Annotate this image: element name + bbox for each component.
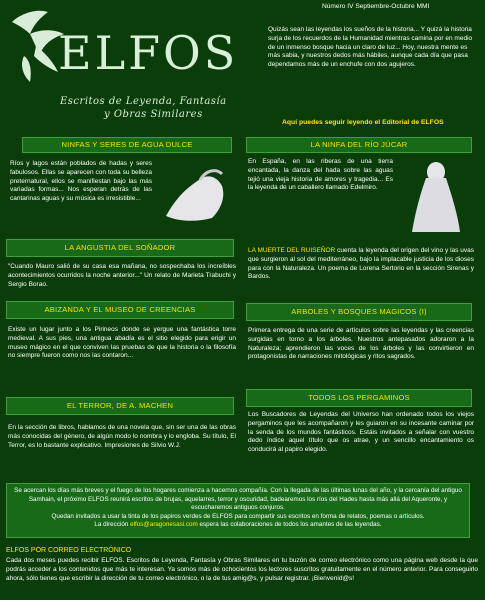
section-text-abizanda: Existe un lugar junto a los Pirineos donde se yergue una fantástica torre medieval. A sus pies, una antigua abadía es el sitio elegido para erigir un museo mágico en el que conviven las pruebas de que la historia o la filosofía no siempre fueron como nos las contaron... [8,326,236,360]
announcement-text-2: Quedan invitados a usar la tinta de los papiros verdes de ELFOS para compartir sus escritos en forma de relatos, poemas o artículos. [51,512,425,520]
section-text-ruisenor [248,247,474,282]
address-suffix: espera las colaboraciones de todos los amantes de las leyendas. [197,521,382,528]
section-title-arboles[interactable]: ARBOLES Y BOSQUES MAGICOS (I) [246,303,472,321]
section-text-arboles: Primera entrega de una serie de artículos sobre las leyendas y las creencias surgidas en torno a los árboles. Nuestros antepasados adoraron a la Naturaleza; aprendieron las voces de los árboles y las convirtieron en protagonistas de narraciones mitológicas y ritos sagrados. [248,327,474,361]
correo-text: Cada dos meses puedes recibir ELFOS. Escritos de Leyenda, Fantasía y Obras Similares en tu buzón de correo electrónico como una página web desde la que podrás acceder a los contenidos que más te interesan. Ya somos más de ochocientos los lectores suscritos gratuitamente en el número anterior. Para conseguirlo ahora, sólo tienes que escribir la dirección de tu correo electrónico, o la de tus amig@s, y pulsar registrar. ¡Bienvenid@s! [6,557,478,582]
section-title-sonador[interactable]: LA ANGUSTIA DEL SOÑADOR [6,239,234,257]
address-prefix: La dirección [94,521,131,528]
section-title-pergaminos[interactable]: TODOS LOS PERGAMINOS [246,389,472,407]
elfos-logo[interactable] [0,0,240,128]
announcement-text-3 [13,521,463,530]
logo-subtitle-1: Escritos de Leyenda, Fantasía [60,96,227,107]
announcement-text-1: Se acercan los días más breves y el fuego de los hogares comienza a hacernos compañía. Con la llegada de las últimas lunas del año, y la cercanía del antiguo Samhain, el próximo ELFOS reunirá escritos de brujas, aquelarres, terror y oscuridad, badearemos los ríos del Hades hasta más allá del Aqueronte, y escucharemos antiguos conjuros. [14,487,462,511]
section-text-ninfas: Ríos y lagos están poblados de hadas y seres fabulosos. Ellas se aparecen con toda su belleza preternatural, ellos se manifiestan bajo las más variadas formas... Nos esperan detrás de las cantarinas aguas y su música es irresistible... [10,160,152,203]
email-link[interactable]: elfos@aragonesasi.com [130,521,198,528]
section-text-jucar: En España, en las riberas de una tierra encantada, la danza del hada sobre las aguas tejió una vieja historia de amores y tragedia... Es la leyenda de un caballero llamado Edelmiro. [248,158,393,192]
section-title-ruisenor[interactable]: LA MUERTE DEL RUISEÑOR [248,247,336,254]
section-title-terror[interactable]: EL TERROR, DE A. MACHEN [6,397,234,415]
ruisenor-body: cuenta la leyenda del origen del vino y las uvas que surgieron al sol del mediterráneo, bajo la implacable justicia de los dioses para con la Naturaleza. Un poema de Lorena Sertorio en la sección Sirenas y Bardos. [248,247,474,281]
editorial-link[interactable]: Aquí puedes seguir leyendo el Editorial de ELFOS [282,119,444,126]
announcement-box [6,483,470,538]
nymph-figure-icon [156,158,236,228]
issue-number: Número IV Septiembre-Octubre MMI [322,3,430,10]
section-text-sonador: "Cuando Mauro salió de su casa esa mañana, no sospechaba los increíbles acontecimientos ocurridos la noche anterior..." Un relato de Marieta Trabuchi y Sergio Borao. [8,263,236,288]
intro-text: Quizás sean las leyendas los sueños de la historia... Y quizá la historia surja de los recuerdos de la Humanidad mientras camina por en medio de un inmenso bosque hacia un claro de luz... Hoy, nuestra mente es más sabia, y nuestros dedos más hábiles, aunque cada día que pasa dependamos más de un enchufe con dos agujeros. [268,26,473,69]
logo-title: ELFOS [58,26,239,80]
section-title-ninfas[interactable]: NINFAS Y SERES DE AGUA DULCE [22,137,232,153]
section-text-pergaminos: Los Buscadores de Leyendas del Universo han ordenado todos los viejos pergaminos que les acompañaron y les guiaron en su incesante caminar por la senda de los mundos fantásticos. Estáis invitados a señalar con vuestro dedo índice aquel título que os atrae, y un sencillo encantamiento os conducirá al papiro elegido. [248,411,474,454]
correo-title: ELFOS POR CORREO ELECTRÓNICO [6,547,132,554]
section-title-jucar[interactable]: LA NINFA DEL RÍO JÚCAR [246,137,472,153]
lady-statue-icon [404,160,468,238]
section-text-terror: En la sección de libros, hablamos de una novela que, sin ser una de las obras más conocidas del género, de algún modo lo nombra y lo engloba. Su título, El Terror, es lo bastante explicativo. Impresiones de Silvio W.J. [8,424,236,449]
section-title-abizanda[interactable]: ABIZANDA Y EL MUSEO DE CREENCIAS [6,301,234,319]
logo-subtitle-2: y Obras Similares [104,109,203,120]
